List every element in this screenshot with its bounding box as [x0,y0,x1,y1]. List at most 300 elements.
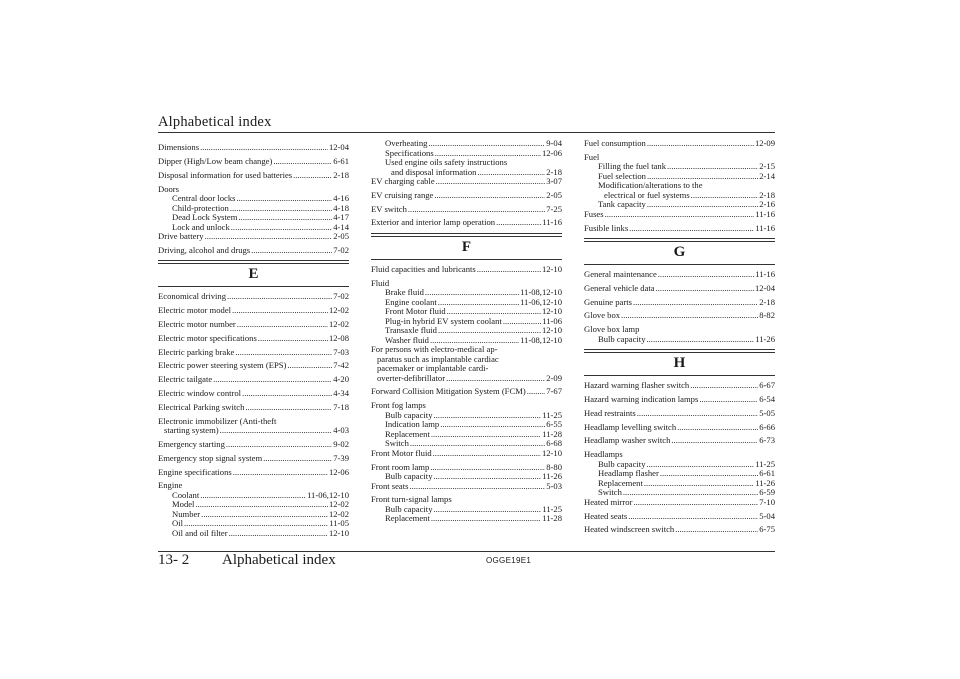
entry-term: Front Motor fluid [385,306,446,317]
entry-page-ref[interactable]: 6-61 [759,468,775,479]
entry-term: Front seats [371,480,409,491]
index-entry[interactable] [158,468,349,478]
entry-page-ref[interactable]: 2-18 [546,166,562,177]
dot-leader [238,213,332,223]
entry-term: Heated seats [584,510,628,521]
index-entry[interactable] [371,265,562,275]
index-entry[interactable] [584,498,775,508]
entry-page-ref[interactable]: 11-06,12-10 [307,489,349,500]
entry-page-ref[interactable]: 7-67 [546,386,562,397]
entry-page-ref[interactable]: 6-55 [546,419,562,430]
entry-page-ref[interactable]: 11-16 [755,208,775,219]
dot-leader [605,210,755,220]
document-code: OGGE19E1 [486,556,532,565]
entry-page-ref[interactable]: 11-28 [542,513,562,524]
index-entry[interactable] [371,218,562,228]
entry-page-ref[interactable]: 6-61 [333,156,349,167]
entry-page-ref[interactable]: 4-17 [333,212,349,223]
entry-page-ref[interactable]: 12-10 [541,306,562,317]
index-entry[interactable] [584,311,775,321]
entry-page-ref[interactable]: 7-03 [333,346,349,357]
entry-page-ref[interactable]: 11-08,12-10 [520,334,562,345]
entry-term: Brake fluid [385,287,424,298]
index-heading: For persons with electro-medical ap- [371,344,498,355]
index-entry[interactable] [371,514,562,524]
entry-term: Glove box [584,310,621,321]
dot-leader [629,224,754,234]
entry-term: starting system) [164,425,219,436]
entry-term: Coolant [172,489,200,500]
dot-leader [431,430,541,440]
index-entry[interactable] [584,224,775,234]
entry-term: electrical or fuel systems [604,189,690,200]
index-entry[interactable] [158,440,349,450]
entry-term: Head restraints [584,407,636,418]
index-entry[interactable] [371,374,562,384]
section-rule [158,263,349,264]
dot-leader [200,143,328,153]
entry-page-ref[interactable]: 4-03 [333,425,349,436]
entry-page-ref[interactable]: 11-06 [542,315,562,326]
index-entry[interactable] [584,409,775,419]
entry-page-ref[interactable]: 11-26 [755,333,775,344]
entry-term: Electric parking brake [158,346,235,357]
entry-page-ref[interactable]: 7-25 [546,203,562,214]
dot-leader [633,498,758,508]
entry-term: Specifications [385,147,434,158]
entry-term: Switch [598,487,622,498]
entry-page-ref[interactable]: 12-10 [541,447,562,458]
index-entry[interactable] [584,395,775,405]
entry-page-ref[interactable]: 6-54 [759,394,775,405]
dot-leader [647,335,755,345]
entry-page-ref[interactable]: 12-02 [328,499,349,510]
index-heading: Fluid [371,277,390,288]
dot-leader [258,334,328,344]
entry-page-ref[interactable]: 11-25 [542,503,562,514]
entry-term: Front room lamp [371,461,430,472]
index-entry[interactable] [158,320,349,330]
entry-term: overter-defibrillator [377,372,446,383]
entry-term: Electric tailgate [158,374,213,385]
entry-term: Forward Collision Mitigation System (FCM) [371,386,526,397]
entry-term: Dimensions [158,142,200,153]
index-heading: Glove box lamp [584,324,640,335]
entry-page-ref[interactable]: 8-82 [759,310,775,321]
index-heading: Electronic immobilizer (Anti-theft [158,415,277,426]
index-column-left [158,139,349,538]
entry-page-ref[interactable]: 11-06,12-10 [520,296,562,307]
entry-page-ref[interactable]: 2-15 [759,161,775,172]
entry-page-ref[interactable]: 11-28 [542,428,562,439]
index-heading: paratus such as implantable cardiac [377,353,499,364]
section-rule [584,349,775,350]
entry-term: Hazard warning indication lamps [584,394,699,405]
dot-leader [658,270,754,280]
footer-title: Alphabetical index [222,552,336,568]
entry-page-ref[interactable]: 9-04 [546,138,562,148]
index-heading: Used engine oils safety instructions [385,157,508,167]
entry-page-ref[interactable]: 7-10 [759,496,775,507]
section-letter: H [673,355,686,372]
index-entry[interactable] [158,348,349,358]
dot-leader [213,375,332,385]
dot-leader [293,171,332,181]
entry-page-ref[interactable]: 4-34 [333,388,349,399]
index-entry[interactable] [584,381,775,391]
entry-page-ref[interactable]: 11-16 [755,269,775,280]
section-letter: E [248,266,259,283]
entry-term: Genuine parts [584,296,632,307]
dot-leader [637,409,758,419]
dot-leader [434,472,542,482]
entry-page-ref[interactable]: 7-42 [333,360,349,371]
entry-page-ref[interactable]: 6-75 [759,524,775,535]
entry-term: Dead Lock System [172,212,238,223]
entry-term: Driving, alcohol and drugs [158,244,251,255]
index-heading: Modification/alterations to the [598,180,703,191]
dot-leader [273,157,332,167]
entry-page-ref[interactable]: 4-18 [333,202,349,213]
dot-leader [628,512,758,522]
entry-page-ref[interactable]: 11-16 [542,217,562,228]
entry-page-ref[interactable]: 2-18 [759,189,775,200]
index-entry[interactable] [158,306,349,316]
index-entry[interactable] [371,177,562,187]
entry-page-ref[interactable]: 7-02 [333,244,349,255]
entry-page-ref[interactable]: 2-09 [546,372,562,383]
entry-term: Washer fluid [385,334,429,345]
entry-term: Bulb capacity [598,333,646,344]
section-rule [584,375,775,376]
entry-page-ref[interactable]: 2-14 [759,170,775,181]
dot-leader [691,191,759,201]
dot-leader [623,488,758,498]
dot-leader [503,317,541,327]
index-entry[interactable] [584,436,775,446]
entry-term: Indication lamp [385,419,440,430]
dot-leader [647,139,754,149]
index-entry[interactable] [584,512,775,522]
dot-leader [644,479,754,489]
entry-term: Central door locks [172,193,236,204]
entry-term: EV switch [371,203,407,214]
index-entry[interactable] [158,361,349,371]
entry-term: Child-protection [172,202,229,213]
entry-term: Electric window control [158,388,242,399]
entry-term: Bulb capacity [385,471,433,482]
dot-leader [201,510,328,520]
dot-leader [232,306,328,316]
entry-term: Oil and oil filter [172,527,228,538]
dot-leader [251,246,332,256]
entry-term: Front Motor fluid [371,447,432,458]
index-entry[interactable] [584,298,775,308]
entry-term: Filling the fuel tank [598,161,667,172]
entry-term: Engine coolant [385,296,437,307]
dot-leader [428,139,545,149]
page-number: 13- 2 [158,552,190,568]
entry-term: Exterior and interior lamp operation [371,217,496,228]
entry-page-ref[interactable]: 12-04 [754,282,775,293]
section-heading-f [371,233,562,260]
entry-term: Headlamp washer switch [584,435,671,446]
index-entry[interactable] [371,387,562,397]
section-rule [371,233,562,234]
entry-term: Fuel selection [598,170,646,181]
section-rule [584,264,775,265]
index-entry[interactable] [371,205,562,215]
index-entry[interactable] [158,375,349,385]
entry-term: Emergency stop signal system [158,452,263,463]
index-heading: Headlamps [584,449,623,460]
entry-term: Dipper (High/Low beam change) [158,156,273,167]
index-heading: Engine [158,480,183,491]
entry-term: Fuses [584,208,604,219]
dot-leader [227,292,332,302]
dot-leader [237,320,328,330]
entry-page-ref[interactable]: 2-05 [546,189,562,200]
entry-page-ref[interactable]: 12-02 [328,305,349,316]
dot-leader [677,423,758,433]
dot-leader [287,361,332,371]
entry-page-ref[interactable]: 6-67 [759,380,775,391]
index-column-middle [371,139,562,524]
index-entry[interactable] [158,143,349,153]
index-entry[interactable] [158,157,349,167]
entry-term: Fluid capacities and lubricants [371,263,476,274]
dot-leader [496,218,541,228]
entry-page-ref[interactable]: 5-03 [546,480,562,491]
entry-page-ref[interactable]: 6-73 [759,435,775,446]
dot-leader [205,232,333,242]
section-rule [371,259,562,260]
entry-page-ref[interactable]: 12-10 [328,527,349,538]
entry-term: Bulb capacity [385,409,433,420]
entry-page-ref[interactable]: 2-16 [759,199,775,210]
section-letter: F [461,238,472,255]
entry-page-ref[interactable]: 12-06 [328,466,349,477]
dot-leader [425,288,519,298]
dot-leader [245,403,332,413]
dot-leader [200,491,306,501]
index-entry[interactable] [158,334,349,344]
entry-page-ref[interactable]: 7-18 [333,401,349,412]
index-entry[interactable] [158,171,349,181]
entry-page-ref[interactable]: 11-16 [755,222,775,233]
dot-leader [671,436,758,446]
entry-term: General maintenance [584,269,657,280]
dot-leader [675,525,758,535]
entry-term: Heated windscreen switch [584,524,675,535]
entry-page-ref[interactable]: 12-06 [541,147,562,158]
index-entry[interactable] [584,335,775,345]
header-rule [158,132,775,133]
entry-page-ref[interactable]: 7-02 [333,291,349,302]
entry-page-ref[interactable]: 9-02 [333,438,349,449]
entry-page-ref[interactable]: 6-59 [759,487,775,498]
section-rule [584,241,775,242]
dot-leader [434,411,542,421]
entry-page-ref[interactable]: 12-02 [328,508,349,519]
dot-leader [195,500,328,510]
entry-term: Lock and unlock [172,221,230,232]
dot-leader [434,191,545,201]
entry-term: Electric motor specifications [158,332,257,343]
section-heading-h [584,349,775,376]
entry-page-ref[interactable]: 11-08,12-10 [520,287,562,298]
entry-page-ref[interactable]: 6-66 [759,421,775,432]
index-entry[interactable] [158,529,349,539]
dot-leader [409,482,545,492]
entry-term: Fuel consumption [584,138,646,148]
index-heading: Fuel [584,151,600,162]
dot-leader [477,168,545,178]
entry-page-ref[interactable]: 12-10 [541,325,562,336]
entry-term: Bulb capacity [385,503,433,514]
entry-page-ref[interactable]: 11-25 [542,409,562,420]
entry-page-ref[interactable]: 2-05 [333,231,349,242]
entry-term: Economical driving [158,291,227,302]
entry-term: Electric motor model [158,305,232,316]
dot-leader [527,387,546,397]
dot-leader [647,460,755,470]
dot-leader [431,514,541,524]
entry-page-ref[interactable]: 12-02 [328,319,349,330]
entry-term: Emergency starting [158,438,225,449]
entry-term: EV cruising range [371,189,434,200]
dot-leader [436,177,546,187]
entry-term: Electric motor number [158,319,236,330]
section-heading-g [584,238,775,265]
entry-term: Switch [385,438,409,449]
index-entry[interactable] [158,454,349,464]
section-rule [584,238,775,239]
section-heading-e [158,260,349,287]
entry-page-ref[interactable]: 7-39 [333,452,349,463]
entry-page-ref[interactable]: 2-18 [759,296,775,307]
index-entry[interactable] [584,525,775,535]
dot-leader [433,449,541,459]
entry-term: Headlamp levelling switch [584,421,677,432]
entry-term: Hazard warning flasher switch [584,380,690,391]
entry-term: General vehicle data [584,282,655,293]
entry-page-ref[interactable]: 11-05 [329,518,349,529]
index-entry[interactable] [371,191,562,201]
entry-term: EV charging cable [371,176,435,186]
entry-page-ref[interactable]: 12-04 [328,142,349,153]
page-header-title: Alphabetical index [158,114,272,130]
entry-term: Transaxle fluid [385,325,437,336]
entry-page-ref[interactable]: 11-26 [542,471,562,482]
dot-leader [235,348,332,358]
dot-leader [408,205,545,215]
entry-page-ref[interactable]: 5-04 [759,510,775,521]
dot-leader [633,298,758,308]
dot-leader [236,194,332,204]
entry-term: Plug-in hybrid EV system coolant [385,315,502,326]
index-heading: Front fog lamps [371,400,426,411]
index-entry[interactable] [584,200,775,210]
index-entry[interactable] [158,292,349,302]
dot-leader [690,381,758,391]
entry-page-ref[interactable]: 4-14 [333,221,349,232]
entry-term: Bulb capacity [598,458,646,469]
entry-term: Overheating [385,138,428,148]
entry-term: Replacement [385,428,430,439]
index-column-right [584,139,775,535]
index-heading: Front turn-signal lamps [371,494,452,505]
section-rule [158,286,349,287]
entry-term: and disposal information [391,166,477,177]
index-entry[interactable] [158,389,349,399]
dot-leader [440,420,545,430]
index-entry[interactable] [158,510,349,520]
dot-leader [438,298,519,308]
entry-page-ref[interactable]: 4-16 [333,193,349,204]
dot-leader [233,468,328,478]
dot-leader [242,389,332,399]
dot-leader [647,200,758,210]
dot-leader [699,395,758,405]
index-entry[interactable] [158,403,349,413]
index-entry[interactable] [584,270,775,280]
entry-page-ref[interactable]: 11-26 [755,477,775,488]
index-entry[interactable] [158,246,349,256]
dot-leader [621,311,758,321]
entry-page-ref[interactable]: 12-08 [328,332,349,343]
index-entry[interactable] [584,423,775,433]
entry-term: Model [172,499,195,510]
index-entry[interactable] [371,449,562,459]
entry-term: Electric power steering system (EPS) [158,360,287,371]
index-entry[interactable] [371,482,562,492]
entry-term: Tank capacity [598,199,646,210]
entry-page-ref[interactable]: 12-10 [541,263,562,274]
index-heading: pacemaker or implantable cardi- [377,363,489,374]
entry-term: Replacement [598,477,643,488]
entry-term: Heated mirror [584,496,633,507]
entry-page-ref[interactable]: 5-05 [759,407,775,418]
index-entry[interactable] [158,232,349,242]
dot-leader [446,374,545,384]
index-entry[interactable] [584,139,775,149]
index-heading: Doors [158,183,180,194]
dot-leader [231,223,332,233]
entry-page-ref[interactable]: 12-09 [754,138,775,148]
entry-page-ref[interactable]: 6-68 [546,438,562,449]
entry-term: Disposal information for used batteries [158,169,293,180]
index-entry[interactable] [584,210,775,220]
entry-page-ref[interactable]: 4-20 [333,374,349,385]
entry-page-ref[interactable]: 3-07 [546,176,562,186]
entry-term: Number [172,508,201,519]
index-entry[interactable] [584,284,775,294]
entry-page-ref[interactable]: 8-80 [546,461,562,472]
dot-leader [220,426,333,436]
entry-page-ref[interactable]: 2-18 [333,169,349,180]
section-letter: G [673,244,686,261]
entry-term: Electrical Parking switch [158,401,245,412]
dot-leader [667,162,758,172]
dot-leader [660,469,758,479]
dot-leader [230,204,332,214]
index-entry[interactable] [158,426,349,436]
entry-term: Replacement [385,513,430,524]
entry-page-ref[interactable]: 11-25 [755,458,775,469]
dot-leader [430,463,545,473]
entry-term: Engine specifications [158,466,232,477]
